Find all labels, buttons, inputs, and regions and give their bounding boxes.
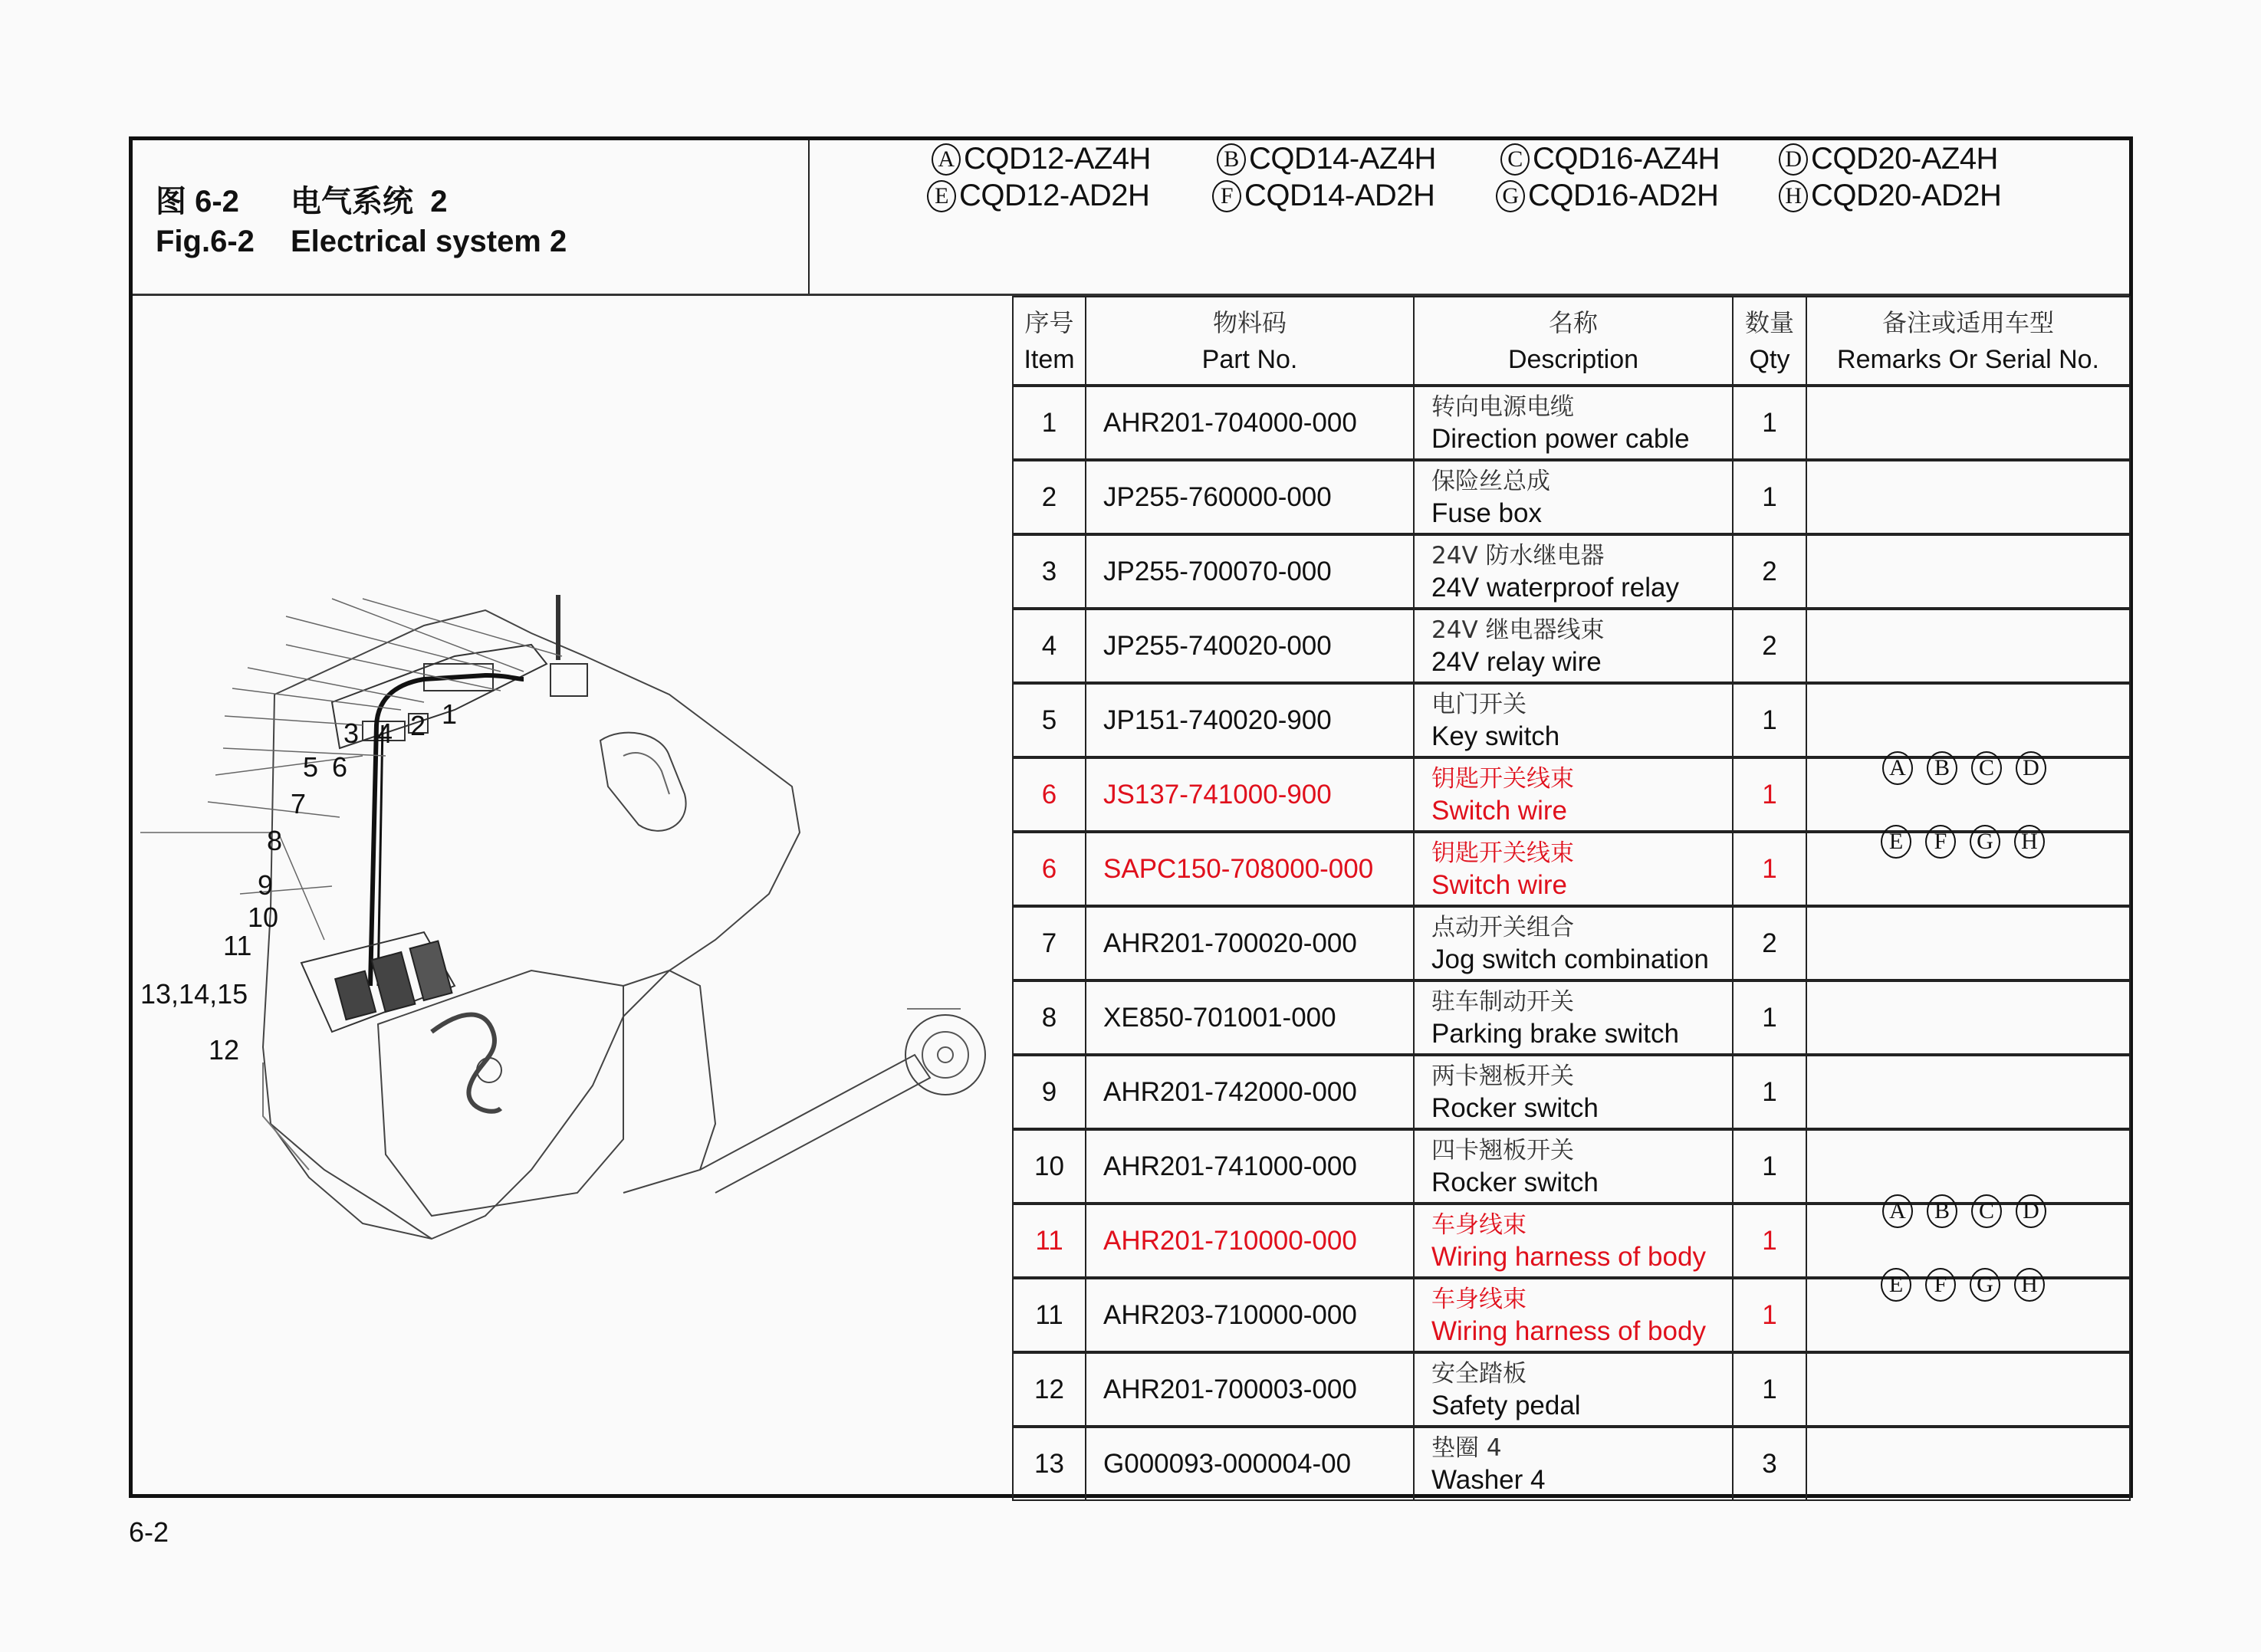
circled-letter-icon: C [1971,1194,2002,1228]
model-g: G CQD16-AD2H [1496,179,1718,213]
table-row-highlighted: 11 AHR201-710000-000 车身线束 Wiring harness of body 1 [1013,1204,2130,1278]
parts-table [1012,296,2131,1501]
table-row: 8 XE850-701001-000 驻车制动开关 Parking brake switch 1 [1013,980,2130,1055]
callout-7: 7 [291,788,307,819]
applicable-models [808,140,2129,294]
figure-title-box [133,140,810,294]
callout-3: 3 [343,718,360,749]
circled-letter-icon: G [1970,1268,2000,1302]
circled-letter-icon: D [2016,751,2046,785]
remarks-models-abcd-row6 [1882,751,2046,785]
remarks-models-abcd-row11 [1882,1194,2046,1228]
callout-11: 11 [223,930,252,961]
table-row-partial-highlight: 11 AHR203-710000-000 车身线束 Wiring harness of body 1 [1013,1278,2130,1352]
col-header-part: 物料码 Part No. [1086,297,1414,386]
model-e: E CQD12-AD2H [927,179,1149,213]
circled-letter-icon: F [1925,1268,1956,1302]
model-d: D CQD20-AZ4H [1779,142,1998,176]
table-row: 9 AHR201-742000-000 两卡翘板开关 Rocker switch 1 [1013,1055,2130,1129]
circled-letter-icon: F [1212,180,1241,212]
circled-letter-icon: D [1779,143,1808,176]
circled-letter-icon: F [1925,825,1956,859]
table-row: 13 G000093-000004-00 垫圈 4 Washer 4 3 [1013,1427,2130,1500]
figure-title-en: Fig.6-2 Electrical system 2 [156,225,567,258]
model-f: F CQD14-AD2H [1212,179,1434,213]
table-row: 3 JP255-700070-000 24V 防水继电器 24V waterproof relay 2 [1013,534,2130,609]
table-row-highlighted: 6 JS137-741000-900 钥匙开关线束 Switch wire 1 [1013,757,2130,832]
circled-letter-icon: E [927,180,956,212]
circled-letter-icon: C [1971,751,2002,785]
circled-letter-icon: C [1500,143,1530,176]
callout-12: 12 [209,1034,240,1066]
col-header-item: 序号 Item [1013,297,1086,386]
model-b: B CQD14-AZ4H [1217,142,1436,176]
callout-9: 9 [258,869,274,901]
callout-6: 6 [332,751,348,783]
circled-letter-icon: E [1881,825,1911,859]
table-row: 7 AHR201-700020-000 点动开关组合 Jog switch combination 2 [1013,906,2130,980]
circled-letter-icon: H [2014,1268,2045,1302]
table-row-highlighted: 6 SAPC150-708000-000 钥匙开关线束 Switch wire 1 [1013,832,2130,906]
col-header-desc: 名称 Description [1414,297,1733,386]
callout-1: 1 [442,698,458,730]
remarks-models-efgh-row11 [1881,1268,2045,1302]
callout-10: 10 [248,902,279,933]
parts-sheet-frame [129,136,2133,1498]
col-header-remarks: 备注或适用车型 Remarks Or Serial No. [1806,297,2130,386]
table-header-row [1013,297,2130,386]
circled-letter-icon: D [2016,1194,2046,1228]
circled-letter-icon: B [1217,143,1246,176]
circled-letter-icon: E [1881,1268,1911,1302]
circled-letter-icon: A [1882,751,1913,785]
table-row: 4 JP255-740020-000 24V 继电器线束 24V relay wire 2 [1013,609,2130,683]
model-a: A CQD12-AZ4H [932,142,1151,176]
page-number: 6-2 [129,1516,169,1548]
circled-letter-icon: B [1927,751,1957,785]
table-row: 12 AHR201-700003-000 安全踏板 Safety pedal 1 [1013,1352,2130,1427]
model-c: C CQD16-AZ4H [1500,142,1720,176]
remarks-models-efgh-row6 [1881,825,2045,859]
table-row: 10 AHR201-741000-000 四卡翘板开关 Rocker switch 1 [1013,1129,2130,1204]
figure-title-zh: 图 6-2 电气系统 2 [156,185,448,218]
circled-letter-icon: A [1882,1194,1913,1228]
circled-letter-icon: G [1496,180,1525,212]
table-row: 1 AHR201-704000-000 转向电源电缆 Direction power cable 1 [1013,386,2130,460]
circled-letter-icon: A [932,143,961,176]
exploded-view-drawing [133,296,1012,1494]
table-row: 5 JP151-740020-900 电门开关 Key switch 1 [1013,683,2130,757]
col-header-qty: 数量 Qty [1733,297,1806,386]
callout-13-14-15: 13,14,15 [140,978,248,1010]
circled-letter-icon: G [1970,825,2000,859]
circled-letter-icon: H [1779,180,1808,212]
callout-2: 2 [410,710,426,741]
model-h: H CQD20-AD2H [1779,179,2001,213]
callout-5: 5 [303,751,319,783]
callout-8: 8 [267,825,283,856]
circled-letter-icon: H [2014,825,2045,859]
callout-4: 4 [377,718,393,749]
circled-letter-icon: B [1927,1194,1957,1228]
table-row: 2 JP255-760000-000 保险丝总成 Fuse box 1 [1013,460,2130,534]
